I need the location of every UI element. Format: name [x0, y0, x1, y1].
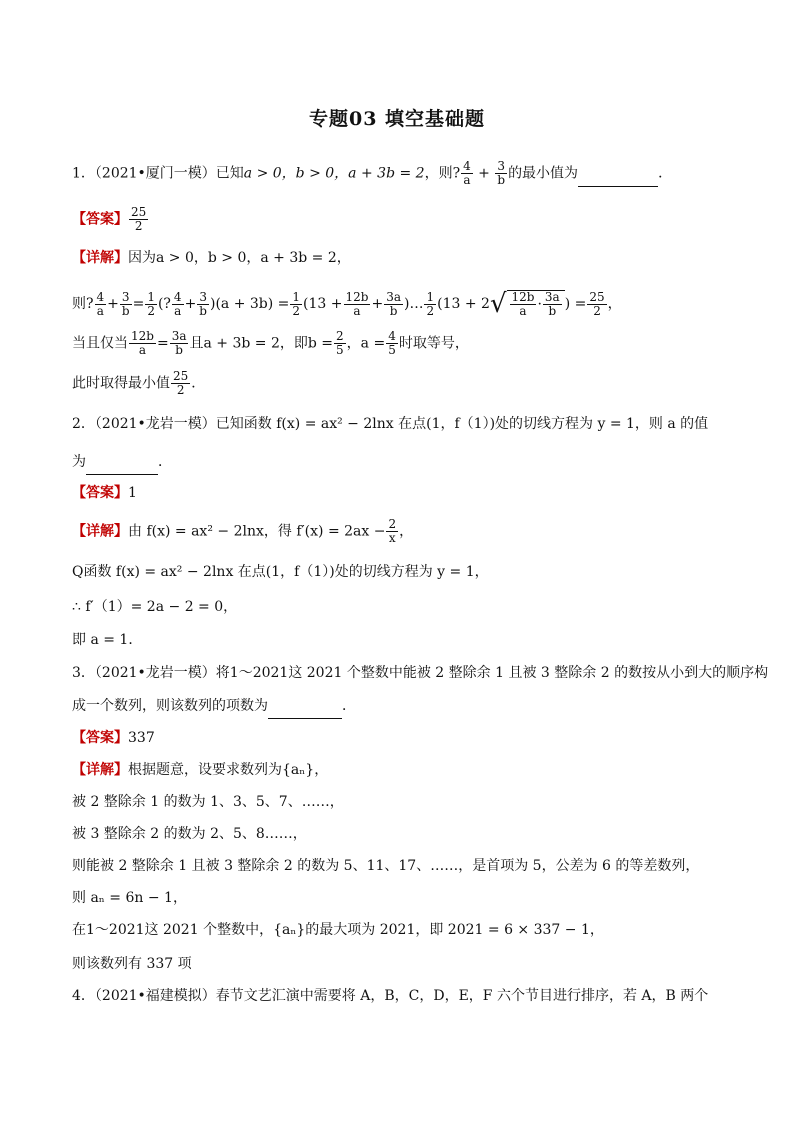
answer-fraction: $\frac{25}{2}$: [131, 205, 147, 233]
q2-answer: 【答案】1: [72, 485, 137, 501]
answer-tag: 【答案】: [72, 730, 128, 746]
q3-detail-4: 则能被 2 整除余 1 且被 3 整除余 2 的数为 5、11、17、……，是首项为 5，公差为 6 的等差数列，: [72, 858, 700, 874]
detail-tag: 【详解】: [72, 762, 128, 778]
q1-detail-2: 则? $\frac{4}{a}$ + $\frac{3}{b}$ = $\frac{1}{2}$ (? $\frac{4}{a}$ + $\frac{3}{b}$ )(a + 3b) = $\frac{1}{2}$ (13 + $\frac{12b}{a}$ + $\frac{3a}{b}$ )… $\frac{1}{2}$ (13 + 2√ $\frac{12b}{a}$ · $\frac{3a}{b}$ ) = $\frac{25}{2}$ ，: [72, 289, 622, 319]
q1-detail-3: 当且仅当 $\frac{12b}{a}$ = $\frac{3a}{b}$ 且a + 3b = 2，即b = $\frac{2}{5}$ ，a = $\frac{4}{5}$ 时取等号，: [72, 329, 469, 357]
q3-stem-1: 3．（2021•龙岩一模）将1～2021这 2021 个整数中能被 2 整除余 1 且被 3 整除余 2 的数按从小到大的顺序构: [72, 665, 769, 681]
fraction: $\frac{4}{a}$: [463, 159, 471, 187]
answer-blank: [86, 454, 158, 475]
q2-detail-4: 即 a = 1．: [72, 632, 143, 648]
q2-detail-2: Q函数 f(x) = ax² − 2lnx 在点(1，f（1）)处的切线方程为 y = 1，: [72, 564, 489, 580]
q3-answer: 【答案】337: [72, 730, 155, 746]
detail-tag: 【详解】: [72, 250, 128, 266]
q1-answer: [72, 206, 732, 233]
answer-tag: 【答案】: [72, 485, 128, 501]
q2-detail-3: ∴ f′（1）= 2a − 2 = 0，: [72, 599, 238, 615]
answer-tag: 【答案】: [72, 211, 128, 228]
q3-detail-7: 则该数列有 337 项: [72, 956, 192, 972]
q2-stem-2: 为 ．: [72, 452, 732, 475]
q2-stem-1: 2．（2021•龙岩一模）已知函数 f(x) = ax² − 2lnx 在点(1，f（1）)处的切线方程为 y = 1，则 a 的值: [72, 416, 709, 432]
detail-tag: 【详解】: [72, 523, 128, 540]
q3-detail-3: 被 3 整除余 2 的数为 2、5、8……，: [72, 826, 307, 842]
q3-detail-5: 则 aₙ = 6n − 1，: [72, 890, 187, 906]
q2-detail-1: 【详解】由 f(x) = ax² − 2lnx，得 f′(x) = 2ax − $\frac{2}{x}$ ，: [72, 517, 414, 545]
q3-stem-2: 成一个数列，则该数列的项数为 ．: [72, 696, 732, 719]
q3-detail-6: 在1～2021这 2021 个整数中，{aₙ}的最大项为 2021，即 2021 = 6 × 337 − 1，: [72, 922, 604, 938]
answer-blank: [578, 166, 658, 187]
q1-detail-1: 【详解】因为a > 0，b > 0，a + 3b = 2，: [72, 250, 351, 266]
page-title: 专题03 填空基础题: [308, 108, 486, 130]
answer-blank: [268, 698, 342, 719]
q1-detail-4: 此时取得最小值 $\frac{25}{2}$ ．: [72, 369, 206, 397]
q3-detail-2: 被 2 整除余 1 的数为 1、3、5、7、……，: [72, 794, 344, 810]
q3-detail-1: 【详解】根据题意，设要求数列为{aₙ}，: [72, 762, 329, 778]
q1-stem: 1．（2021•厦门一模）已知a > 0，b > 0，a + 3b = 2，则? $\frac{4}{a}$ + $\frac{3}{b}$ 的最小值为 ．: [72, 159, 673, 187]
q4-stem-1: 4．（2021•福建模拟）春节文艺汇演中需要将 A，B，C，D，E，F 六个节目进行排序，若 A，B 两个: [72, 988, 709, 1004]
fraction: $\frac{3}{b}$: [497, 159, 506, 187]
